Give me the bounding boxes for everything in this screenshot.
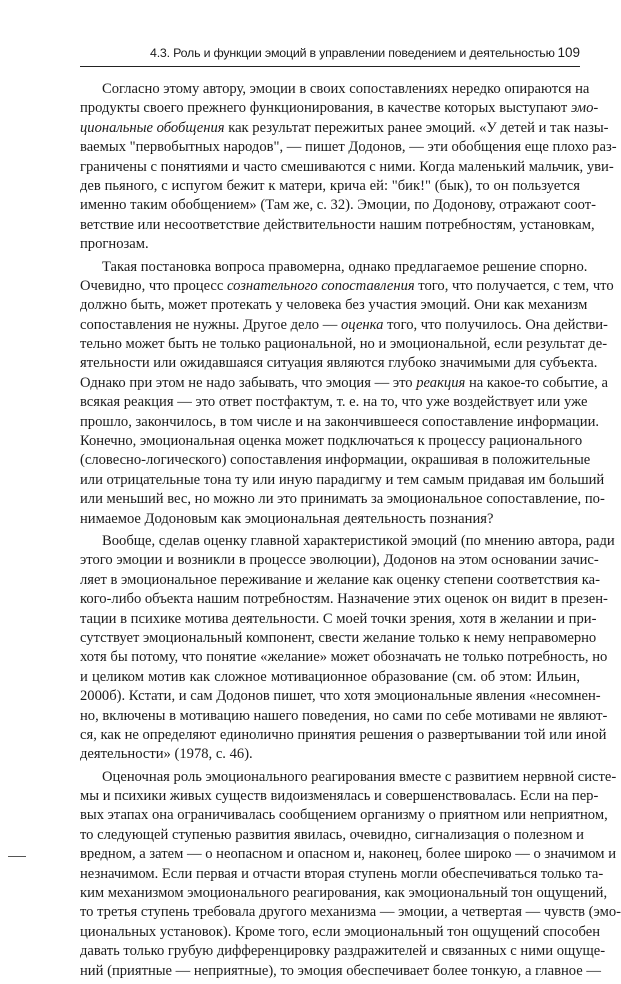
- text-segment: сопоставления не нужны. Другое дело —: [80, 316, 341, 333]
- text-line: [80, 158, 614, 177]
- text-line: [80, 745, 580, 764]
- text-line: [80, 648, 608, 667]
- text-segment: Такая постановка вопроса правомерна, однако предлагаемое решение спорно.: [102, 258, 588, 275]
- text-line: [80, 277, 614, 296]
- text-line: [80, 629, 597, 648]
- text-segment: Согласно этому автору, эмоции в своих сопоставлениях нередко опираются на: [102, 81, 590, 97]
- text-line: [80, 903, 621, 922]
- text-segment: вых этапах она ограничивалась сообщением организму о приятном или неприятном,: [80, 807, 608, 824]
- italic-term: сознательного сопоставления: [227, 277, 415, 294]
- text-line: [80, 962, 601, 981]
- text-segment: или меньший вес, но можно ли это принимать за эмоциональное сопоставление, по-: [80, 491, 605, 508]
- text-segment: сутствует эмоциональный компонент, свести желание только к нему неправомерно: [80, 629, 597, 646]
- text-segment: вредном, а затем — о неопасном и опасном и, наконец, более широко — о значимом и: [80, 846, 617, 863]
- text-line: [80, 923, 601, 942]
- paragraph: [80, 80, 617, 255]
- text-line: [80, 826, 584, 845]
- text-segment: ний (приятные — неприятные), то эмоция обеспечивает более тонкую, а главное —: [80, 962, 601, 979]
- running-header: [80, 44, 580, 67]
- header-title: 4.3. Роль и функции эмоций в управлении поведением и деятельностью: [150, 46, 555, 60]
- paragraph: [80, 768, 621, 981]
- text-line: [80, 354, 598, 373]
- text-line: [80, 296, 588, 315]
- text-line: [80, 413, 600, 432]
- text-line: [80, 668, 580, 687]
- text-segment: тации в психике мотива деятельности. С моей точки зрения, хотя в желании и при-: [80, 610, 597, 627]
- text-segment: хотя бы потому, что понятие «желание» может обозначать не только потребность, но: [80, 649, 608, 666]
- text-segment: но, включены в мотивацию нашего поведения, но сами по себе мотивами не являют-: [80, 707, 608, 724]
- text-segment: прошло, закончилось, в том числе и на закончившееся сопоставление информации.: [80, 413, 600, 430]
- text-segment: кого-либо объекта нашим потребностям. Назначение этих оценок он видит в презен-: [80, 591, 608, 608]
- text-segment: незначимом. Если первая и отчасти вторая ступень могли обеспечиваться только та-: [80, 865, 604, 882]
- paragraph: [80, 258, 614, 529]
- text-segment: Конечно, эмоциональная оценка может подключаться к процессу рационального: [80, 433, 583, 450]
- text-line: [80, 942, 606, 961]
- text-line: [80, 787, 599, 806]
- text-line: [80, 490, 605, 509]
- text-line: [80, 80, 590, 99]
- text-segment: нимаемое Додоновым как эмоциональная деятельность познания?: [80, 510, 494, 527]
- text-line: [80, 806, 608, 825]
- text-line: [80, 196, 596, 215]
- text-segment: как результат пережитых ранее эмоций. «У детей и так назы-: [224, 119, 609, 136]
- text-segment: должно быть, может протекать у человека без участия эмоций. Они как механизм: [80, 297, 588, 314]
- text-segment: давать только грубую дифференцировку раздражителей и связанных с ними ощуще-: [80, 943, 606, 960]
- italic-term: оценка: [341, 316, 384, 333]
- text-segment: тельно может быть не только рациональной, но и эмоциональной, если результат де-: [80, 336, 608, 353]
- text-line: [80, 374, 608, 393]
- text-segment: ветствие или несоответствие действительности нашим потребностям, установкам,: [80, 216, 595, 233]
- italic-term: реакция: [416, 374, 466, 391]
- body-text: [80, 80, 621, 984]
- text-line: [80, 510, 580, 529]
- text-segment: ваемых "первобытных народов", — пишет Додонов, — эти обобщения еще плохо раз-: [80, 139, 617, 156]
- text-segment: или отрицательные тона ту или иную парадигму и тем самым придавая им больший: [80, 471, 605, 488]
- text-line: [80, 258, 588, 277]
- text-line: [80, 590, 608, 609]
- text-segment: 2000б). Кстати, и сам Додонов пишет, что хотя эмоциональные явления «несомнен-: [80, 688, 601, 705]
- text-segment: этого эмоции и возникли в процессе эволюции), Додонов на этом основании зачис-: [80, 552, 599, 569]
- text-segment: продукты своего прежнего функционирования, в качестве которых выступают: [80, 100, 571, 117]
- text-segment: Вообще, сделав оценку главной характеристикой эмоций (по мнению автора, ради: [102, 532, 615, 549]
- text-line: [80, 432, 583, 451]
- text-line: [80, 451, 591, 470]
- text-line: [80, 845, 617, 864]
- scan-corner-mark: [8, 856, 26, 871]
- text-line: [80, 884, 608, 903]
- text-line: [80, 177, 580, 196]
- text-segment: то третья ступень требовала другого механизма — эмоции, а четвертая — чувств (эмо-: [80, 904, 621, 921]
- text-segment: прогнозам.: [80, 236, 149, 253]
- text-line: [80, 551, 599, 570]
- text-segment: мы и психики живых существ видоизменялась и совершенствовалась. Если на пер-: [80, 788, 599, 805]
- text-line: [80, 235, 580, 254]
- text-segment: и целиком мотив как сложное мотивационное образование (см. об этом: Ильин,: [80, 668, 580, 685]
- text-segment: то следующей ступенью развития явилась, очевидно, сигнализация о полезном и: [80, 826, 584, 843]
- text-segment: того, что получается, с тем, что: [414, 277, 614, 294]
- text-line: [80, 865, 604, 884]
- text-line: [80, 393, 588, 412]
- text-segment: того, что получилось. Она действи-: [383, 316, 608, 333]
- text-segment: именно таким обобщением» (Там же, с. 32). Эмоции, по Додонову, отражают соот-: [80, 197, 596, 214]
- text-segment: Однако при этом не надо забывать, что эмоция — это: [80, 374, 417, 391]
- text-line: [80, 707, 608, 726]
- italic-term: циональные обобщения: [80, 119, 225, 136]
- text-line: [80, 99, 599, 118]
- text-line: [80, 316, 608, 335]
- text-segment: Очевидно, что процесс: [80, 277, 228, 294]
- text-segment: ким механизмом эмоционального реагирования, как эмоциональный тон ощущений,: [80, 885, 608, 902]
- text-segment: деятельности» (1978, с. 46).: [80, 746, 253, 763]
- text-line: [80, 335, 608, 354]
- page-number: 109: [557, 45, 580, 60]
- text-segment: Оценочная роль эмоционального реагирования вместе с развитием нервной систе-: [102, 768, 617, 785]
- text-line: [80, 216, 595, 235]
- text-segment: циональных установок). Кроме того, если эмоциональный тон ощущений способен: [80, 923, 601, 940]
- text-segment: дев пьяного, с испугом бежит к матери, крича ей: "бик!" (бык), то он пользуется: [80, 177, 580, 194]
- text-line: [80, 471, 605, 490]
- italic-term: эмо-: [570, 100, 599, 117]
- text-line: [80, 138, 617, 157]
- text-line: [80, 687, 601, 706]
- text-segment: (словесно-логического) сопоставления информации, окрашивая в положительные: [80, 452, 591, 469]
- text-line: [80, 726, 607, 745]
- text-segment: граничены с понятиями и часто смешиваются с ними. Когда маленький мальчик, уви-: [80, 158, 614, 175]
- paragraph: [80, 532, 615, 765]
- text-segment: всякая реакция — это ответ постфактум, т. е. на то, что уже воздействует или уже: [80, 394, 588, 411]
- text-line: [80, 571, 601, 590]
- text-line: [80, 119, 609, 138]
- text-segment: ятельности или ожидавшаяся ситуация являются глубоко значимыми для субъекта.: [80, 355, 598, 372]
- text-segment: ляет в эмоциональное переживание и желание как оценку степени соответствия ка-: [80, 571, 601, 588]
- text-line: [80, 610, 597, 629]
- text-line: [80, 532, 615, 551]
- text-segment: ся, как не определяют единолично принятия решения о развертывании той или иной: [80, 726, 607, 743]
- text-segment: на какое-то событие, а: [465, 374, 608, 391]
- text-line: [80, 768, 617, 787]
